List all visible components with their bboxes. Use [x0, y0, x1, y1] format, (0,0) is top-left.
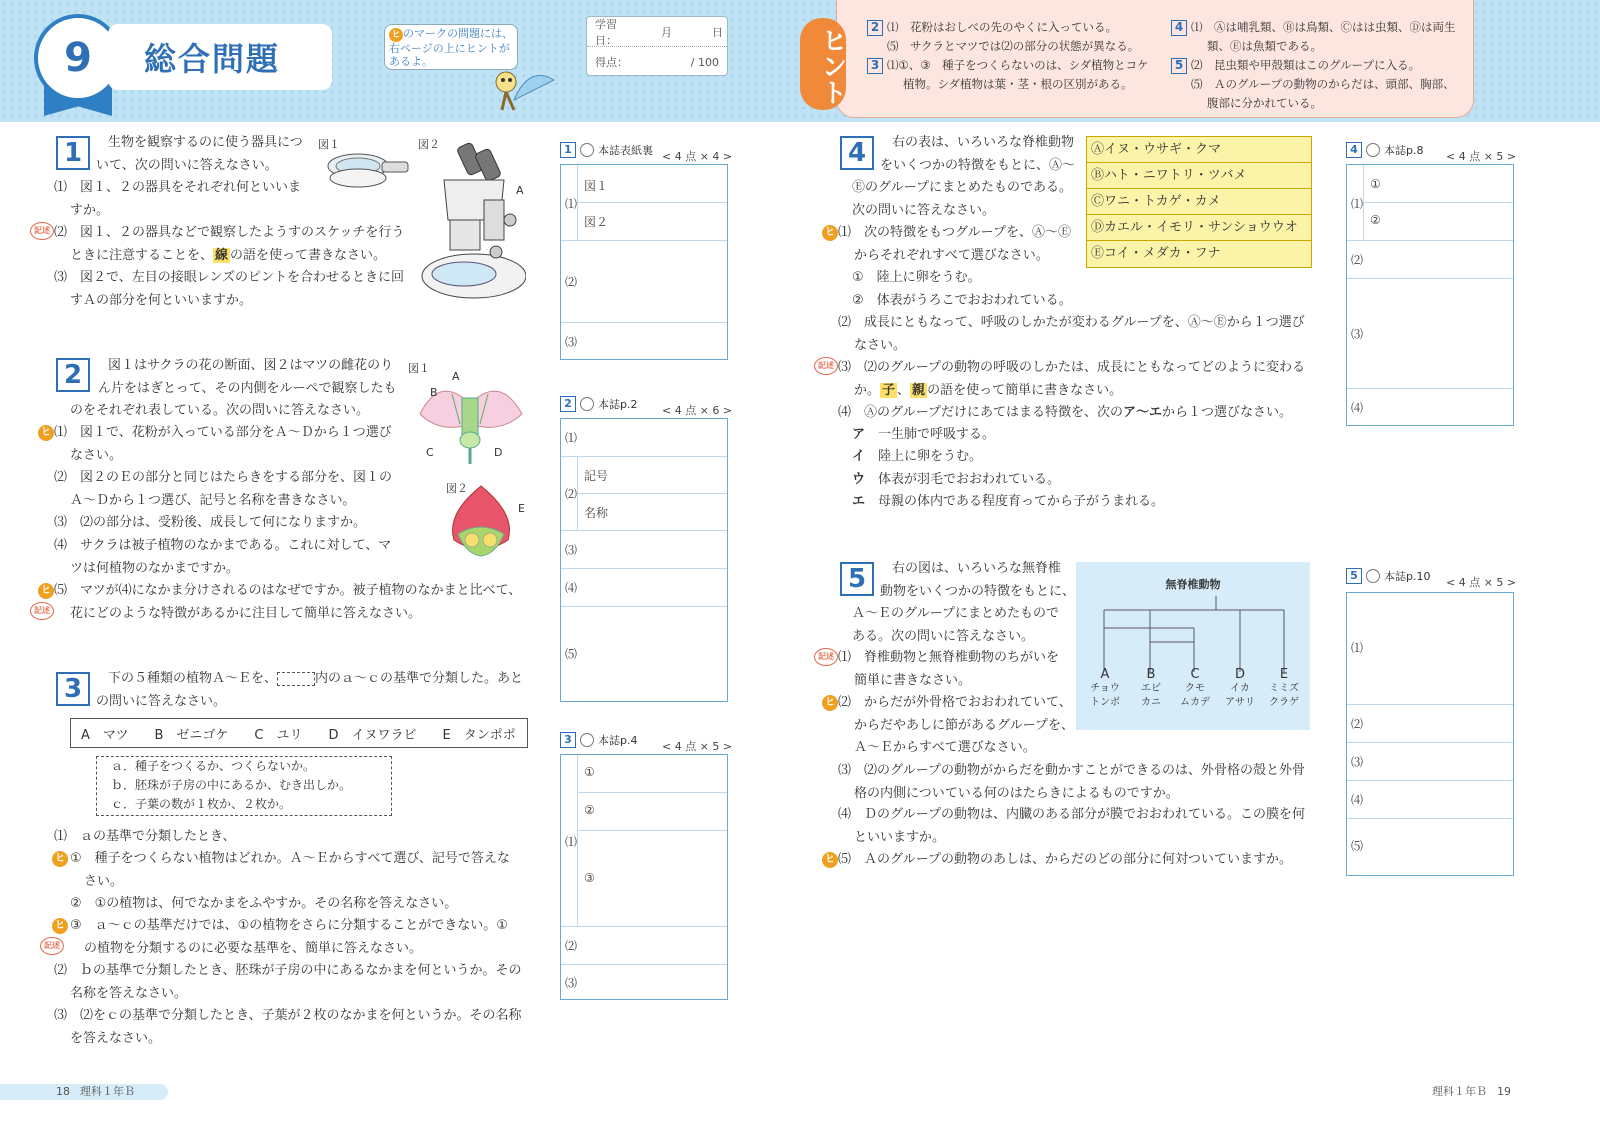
answer-field[interactable]: 記号 — [577, 457, 727, 494]
footer-right: 理科１年Ｂ 19 — [1432, 1085, 1511, 1098]
group-row: Ⓑハト・ニワトリ・ツバメ — [1087, 163, 1311, 189]
q4-sub1: ⑴ 次の特徴をもつグループを、Ⓐ～Ⓔ からそれぞれすべて選びなさい。 — [838, 225, 1071, 263]
hint-2: 2 ⑴ 花粉はおしべの先のやくに入っている。 ⑸ サクラとマツでは⑵の部分の状態が異なる。 — [867, 18, 1139, 56]
q1-sub2: ⑵ 図１、２の器具などで観察したようすのスケッチを行う ときに注意することを、 線 の語を使って書きなさい。 — [54, 225, 405, 263]
q1-sub1: ⑴ 図１、２の器具をそれぞれ何といいま すか。 — [54, 180, 302, 218]
hint-label: ヒント — [800, 18, 846, 110]
hint-icon: ヒ — [822, 695, 838, 711]
hint-icon: ヒ — [52, 918, 68, 934]
reference-icon — [580, 397, 594, 411]
q4-sub4: ⑷ Ⓐのグループだけにあてはまる特徴を、次のア～エから１つ選びなさい。 — [838, 405, 1292, 420]
hint-mark-icon: ヒ — [389, 28, 403, 42]
hint-icon: ヒ — [822, 225, 838, 241]
q2-label-A: A — [452, 370, 460, 383]
q1-number: 1 — [56, 136, 90, 170]
kijutsu-icon: 記述 — [814, 648, 838, 666]
answer1-header: 1 本誌表紙裏 — [560, 142, 653, 158]
answer-field[interactable]: ② — [577, 793, 727, 831]
answer-field[interactable]: ⑵ — [561, 241, 727, 323]
q5-sub4: ⑷ Ｄのグループの動物は、内臓のある部分が膜でおおわれている。この膜を何 といいますか。 — [838, 807, 1305, 845]
q2-label-B: B — [430, 386, 438, 399]
reference-icon — [580, 143, 594, 157]
answer-field[interactable]: ⑷ — [561, 569, 727, 607]
hint-panel — [836, 0, 1474, 118]
tree-lines — [1076, 592, 1310, 672]
q5-sub3: ⑶ ⑵のグループの動物がからだを動かすことができるのは、外骨格の殻と外骨 格の内側についている何のはたらきによるものですか。 — [838, 763, 1305, 801]
answer-field[interactable]: ② — [1363, 203, 1513, 241]
q5-sub1: ⑴ 脊椎動物と無脊椎動物のちがいを 簡単に書きなさい。 — [838, 650, 1060, 688]
q4-sub1-2: ② 体表がうろこでおおわれている。 — [852, 293, 1072, 308]
q2-sub1: ⑴ 図１で、花粉が入っている部分をＡ～Ｄから１つ選び なさい。 — [54, 425, 392, 463]
answer-field[interactable]: 図１ — [577, 165, 727, 203]
q5-sub2: ⑵ からだが外骨格でおおわれていて、 からだやあしに節があるグループを、 Ａ～Ｅからすべて選びなさい。 — [838, 695, 1074, 755]
q2-fig2-label: 図２ — [446, 482, 468, 495]
choice-row: イ 陸上に卵をうむ。 — [852, 449, 983, 464]
answer-field[interactable]: ⑸ — [1351, 839, 1364, 853]
answer-box-4: ⑴ ① ② ⑵ ⑶ ⑷ — [1346, 164, 1514, 426]
microscope-illustration — [414, 140, 526, 310]
q2-sub2: ⑵ 図２のＥの部分と同じはたらきをする部分を、図１の Ａ～Ｄから１つ選び、記号と名称を書きなさい。 — [54, 470, 393, 508]
q3-sub1-2: ② ①の植物は、何でなかまをふやすか。その名称を答えなさい。 — [70, 896, 458, 911]
hint-icon: ヒ — [822, 852, 838, 868]
score-total: / 100 — [690, 55, 719, 69]
mascot-illustration — [484, 60, 556, 118]
reference-icon — [1366, 143, 1380, 157]
hint-3: 3 ⑴①、③ 種子をつくらないのは、シダ植物とコケ 植物。シダ植物は葉・茎・根の区別がある。 — [867, 56, 1149, 94]
answer5-header: 5 本誌p.10 — [1346, 568, 1430, 584]
answer-field[interactable]: ⑴ — [1347, 593, 1513, 705]
q4-sub3: ⑶ ⑵のグループの動物の呼吸のしかたは、成長にともなってどのように変わる か。 子 、 親 の語を使って簡単に書きなさい。 — [838, 360, 1305, 398]
q4-intro: 右の表は、いろいろな脊椎動物 をいくつかの特徴をもとに、Ⓐ～ Ⓔのグループにまとめたものである。 次の問いに答えなさい。 — [852, 135, 1076, 218]
answer-field[interactable]: ⑷ — [1351, 401, 1364, 415]
answer-field[interactable]: 図２ — [577, 203, 727, 241]
hint-5: 5 ⑵ 昆虫類や甲殻類はこのグループに入る。 ⑸ Ａのグループの動物のからだは、頭部、胸部、 腹部に分かれている。 — [1171, 56, 1455, 113]
q1-fig2-label: 図２ — [418, 138, 440, 151]
answer2-header: 2 本誌p.2 — [560, 396, 637, 412]
q3-sub3: ⑶ ⑵をｃの基準で分類したとき、子葉が２枚のなかまを何というか。その名称 を答えなさい。 — [54, 1008, 522, 1046]
q4-sub1-1: ① 陸上に卵をうむ。 — [852, 270, 981, 285]
answer-box-5 — [1346, 592, 1514, 876]
q1-intro: 生物を観察するのに使う器具につ いて、次の問いに答えなさい。 — [96, 135, 303, 173]
q2-sub5: ⑸ マツが⑷になかま分けされるのはなぜですか。被子植物のなかまと比べて、 花にどのような特徴があるかに注目して簡単に答えなさい。 — [54, 583, 522, 621]
q2-sub3: ⑶ ⑵の部分は、受粉後、成長して何になりますか。 — [54, 515, 367, 530]
reference-icon — [580, 733, 594, 747]
kijutsu-icon: 記述 — [30, 222, 54, 240]
q3-sub1-3: ③ ａ～ｃの基準だけでは、①の植物をさらに分類することができない。① の植物を分類するのに必要な基準を、簡単に答えなさい。 — [70, 918, 508, 956]
answer1-points: < 4 点 × 4 > — [662, 150, 733, 163]
hint-icon: ヒ — [38, 425, 54, 441]
hint-icon: ヒ — [38, 583, 54, 599]
group-row: Ⓔコイ・メダカ・フナ — [1091, 246, 1221, 261]
answer-box-1: ⑴ 図１ 図２ ⑵ ⑶ — [560, 164, 728, 360]
q3-sub2: ⑵ ｂの基準で分類したとき、胚珠が子房の中にあるなかまを何というか。その 名称を答えなさい。 — [54, 963, 522, 1001]
answer-field[interactable]: 名称 — [577, 494, 727, 531]
score-label: 得点： — [595, 56, 628, 69]
q2-fig1-label: 図１ — [408, 362, 430, 375]
bubble-text: のマークの問題には、右ページの上にヒントがあるよ。 — [389, 27, 513, 68]
study-date-label: 学習日： — [595, 17, 617, 47]
q5-intro: 右の図は、いろいろな無脊椎 動物をいくつかの特徴をもとに、 Ａ～Ｅのグループにまとめたもので ある。次の問いに答えなさい。 — [852, 561, 1076, 644]
plant-list: A マツ B ゼニゴケ C ユリ D イヌワラビ E タンポポ — [70, 718, 528, 748]
day-label: 日 — [712, 25, 723, 39]
answer-field[interactable]: ⑶ — [1347, 279, 1513, 389]
choice-row: ア 一生肺で呼吸する。 — [852, 427, 996, 442]
answer-field[interactable]: ⑴ — [561, 419, 727, 457]
pine-scale-illustration — [446, 484, 516, 558]
answer-field[interactable]: ⑷ — [1347, 781, 1513, 819]
q2-label-E: E — [518, 502, 525, 515]
answer-field[interactable]: ③ — [577, 831, 727, 927]
choice-row: エ 母親の体内である程度育ってから子がうまれる。 — [852, 494, 1165, 509]
q1-label-A: A — [516, 184, 524, 197]
score-box — [586, 16, 728, 76]
tree-leaf: E ミミズ クラゲ — [1269, 667, 1299, 708]
dashed-box-icon — [277, 672, 315, 686]
q5-number: 5 — [840, 562, 874, 596]
group-row: Ⓒワニ・トカゲ・カメ — [1087, 189, 1311, 215]
answer-field[interactable]: ⑵ — [561, 927, 727, 965]
answer3-header: 3 本誌p.4 — [560, 732, 637, 748]
answer-field[interactable]: ⑶ — [1347, 743, 1513, 781]
vertebrate-groups-table — [1086, 136, 1312, 268]
q3-intro: 下の５種類の植物Ａ～Ｅを、 内のａ～ｃの基準で分類した。あと の問いに答えなさい。 — [96, 671, 524, 709]
tree-leaf: D イカ アサリ — [1225, 667, 1255, 708]
answer-field[interactable]: ⑶ — [565, 976, 578, 990]
answer-field[interactable]: ⑵ — [1347, 241, 1513, 279]
q2-sub4: ⑷ サクラは被子植物のなかまである。これに対して、マ ツは何植物のなかまですか。 — [54, 538, 392, 576]
tree-leaf: A チョウ トンボ — [1090, 667, 1120, 708]
answer3-points: < 4 点 × 5 > — [662, 740, 733, 753]
month-label: 月 — [661, 25, 672, 39]
answer4-points: < 4 点 × 5 > — [1446, 150, 1517, 163]
answer2-points: < 4 点 × 6 > — [662, 404, 733, 417]
group-row: Ⓐイヌ・ウサギ・クマ — [1087, 137, 1311, 163]
q5-sub5: ⑸ Ａのグループの動物のあしは、からだのどの部分に何対ついていますか。 — [838, 852, 1292, 867]
q2-number: 2 — [56, 358, 90, 392]
reference-icon — [1366, 569, 1380, 583]
answer-field[interactable]: ⑵ — [1347, 705, 1513, 743]
page-title: 総合問題 — [108, 24, 332, 90]
q1-fig1-label: 図１ — [318, 138, 340, 151]
answer-field[interactable]: ⑸ — [565, 647, 578, 661]
q3-sub1-1: ① 種子をつくらない植物はどれか。Ａ～Ｅからすべて選び、記号で答えな さい。 — [70, 851, 510, 889]
q4-number: 4 — [840, 136, 874, 170]
choice-row: ウ 体表が羽毛でおおわれている。 — [852, 472, 1061, 487]
tree-leaf: C クモ ムカデ — [1180, 667, 1210, 708]
hint-icon: ヒ — [52, 851, 68, 867]
answer4-header: 4 本誌p.8 — [1346, 142, 1423, 158]
q2-label-D: D — [494, 446, 503, 459]
kijutsu-icon: 記述 — [30, 602, 54, 620]
kijutsu-icon: 記述 — [814, 357, 838, 375]
group-row: Ⓓカエル・イモリ・サンショウウオ — [1087, 215, 1311, 241]
answer-box-2: ⑴ ⑵ 記号 名称 ⑶ ⑷ ⑸ — [560, 418, 728, 702]
q1-sub3: ⑶ 図２で、左目の接眼レンズのピントを合わせるときに回 すＡの部分を何といいますか。 — [54, 270, 405, 308]
answer5-points: < 4 点 × 5 > — [1446, 576, 1517, 589]
answer-field[interactable]: ① — [1363, 165, 1513, 203]
criteria-box: ａ．種子をつくるか、つくらないか。 ｂ．胚珠が子房の中にあるか、むき出しか。 ｃ．子葉の数が１枚か、２枚か。 — [96, 756, 392, 816]
kijutsu-icon: 記述 — [40, 937, 64, 955]
q2-intro: 図１はサクラの花の断面、図２はマツの雌花のり ん片をはぎとって、その内側をルーペで観察したも のをそれぞれ表している。次の問いに答えなさい。 — [70, 358, 397, 418]
q3-number: 3 — [56, 672, 90, 706]
q2-label-C: C — [426, 446, 434, 459]
answer-field[interactable]: ⑶ — [561, 531, 727, 569]
footer-left: 18 理科１年Ｂ — [0, 1084, 168, 1100]
invertebrate-tree-diagram — [1076, 562, 1310, 730]
answer-field[interactable]: ⑶ — [565, 335, 578, 349]
tree-leaf: B エビ カニ — [1141, 667, 1161, 708]
hint-4: 4 ⑴ Ⓐは哺乳類、Ⓑは鳥類、Ⓒはは虫類、Ⓓは両生 類、Ⓔは魚類である。 — [1171, 18, 1456, 56]
answer-field[interactable]: ① — [577, 755, 727, 793]
q3-sub1: ⑴ ａの基準で分類したとき、 — [54, 829, 236, 844]
tree-title: 無脊椎動物 — [1165, 578, 1221, 591]
q4-sub2: ⑵ 成長にともなって、呼吸のしかたが変わるグループを、Ⓐ～Ⓔから１つ選び なさい。 — [838, 315, 1305, 353]
loupe-illustration — [316, 148, 412, 192]
unit-number: 9 — [64, 35, 92, 81]
answer-box-3: ⑴ ① ② ③ ⑵ ⑶ — [560, 754, 728, 1000]
